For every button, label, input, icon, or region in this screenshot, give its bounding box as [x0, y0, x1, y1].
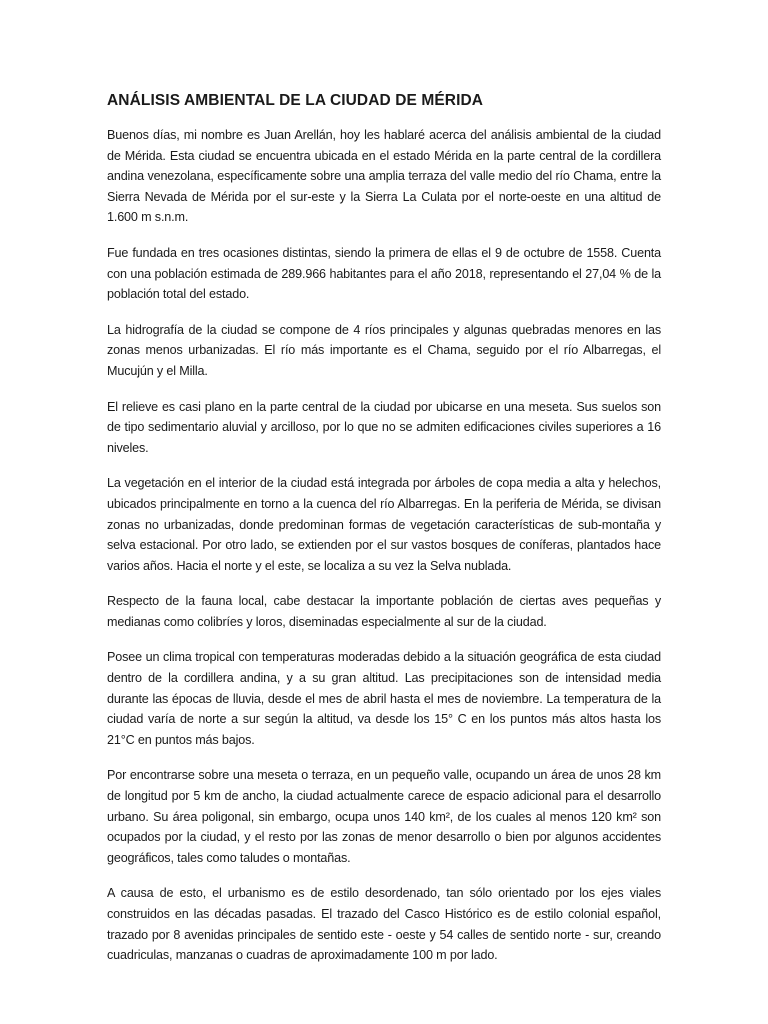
paragraph-fauna: Respecto de la fauna local, cabe destacar la importante población de ciertas aves pequeñas y medianas como colibríes y loros, diseminadas especialmente al sur de la ciudad.: [107, 594, 661, 629]
paragraph-hydrography: La hidrografía de la ciudad se compone de 4 ríos principales y algunas quebradas menores en las zonas menos urbanizadas. El río más importante es el Chama, seguido por el río Albarregas, el Mucujún y el Milla.: [107, 322, 661, 378]
paragraph-relief: El relieve es casi plano en la parte central de la ciudad por ubicarse en una meseta. Sus suelos son de tipo sedimentario aluvial y arcilloso, por lo que no se admiten edificaciones civiles superiores a 16 niveles.: [107, 399, 661, 455]
paragraph-intro: Buenos días, mi nombre es Juan Arellán, hoy les hablaré acerca del análisis ambiental de la ciudad de Mérida. Esta ciudad se encuentra ubicada en el estado Mérida en la parte central de la cordillera andina venezolana, específicamente sobre una amplia terraza del valle medio del río Chama, entre la Sierra Nevada de Mérida por el sur-este y la Sierra La Culata por el norte-oeste en una altitud de 1.600 m s.n.m.: [107, 128, 661, 225]
paragraph-vegetation: La vegetación en el interior de la ciudad está integrada por árboles de copa media a alta y helechos, ubicados principalmente en torno a la cuenca del río Albarregas. En la periferia de Mérida, se divisan zonas no urbanizadas, donde predominan formas de vegetación características de sub-montaña y selva estacional. Por otro lado, se extienden por el sur vastos bosques de coníferas, plantados hace varios años. Hacia el norte y el este, se localiza a su vez la Selva nublada.: [107, 476, 661, 573]
paragraph-founding: Fue fundada en tres ocasiones distintas, siendo la primera de ellas el 9 de octubre de 1558. Cuenta con una población estimada de 289.966 habitantes para el año 2018, representando el 27,04 % de la población total del estado.: [107, 245, 661, 302]
paragraph-climate: Posee un clima tropical con temperaturas moderadas debido a la situación geográfica de esta ciudad dentro de la cordillera andina, y a su gran altitud. Las precipitaciones son de intensidad media durante las épocas de lluvia, desde el mes de abril hasta el mes de noviembre. La temperatura de la ciudad varía de norte a sur según la altitud, va desde los 15° C en los puntos más altos hasta los 21°C en puntos más bajos.: [107, 650, 661, 747]
paragraph-area: Por encontrarse sobre una meseta o terraza, en un pequeño valle, ocupando un área de unos 28 km de longitud por 5 km de ancho, la ciudad actualmente carece de espacio adicional para el desarrollo urbano. Su área poligonal, sin embargo, ocupa unos 140 km², de los cuales al menos 120 km² son ocupados por la ciudad, y el resto por las zonas de menor desarrollo o bien por algunos accidentes geográficos, tales como taludes o montañas.: [107, 768, 661, 865]
document-body: [107, 125, 661, 981]
paragraph-urbanism: A causa de esto, el urbanismo es de estilo desordenado, tan sólo orientado por los ejes viales construidos en las décadas pasadas. El trazado del Casco Histórico es de estilo colonial español, trazado por 8 avenidas principales de sentido este - oeste y 54 calles de sentido norte - sur, creando cuadriculas, manzanas o cuadras de aproximadamente 100 m por lado.: [107, 886, 661, 963]
document-title: ANÁLISIS AMBIENTAL DE LA CIUDAD DE MÉRIDA: [107, 92, 484, 109]
